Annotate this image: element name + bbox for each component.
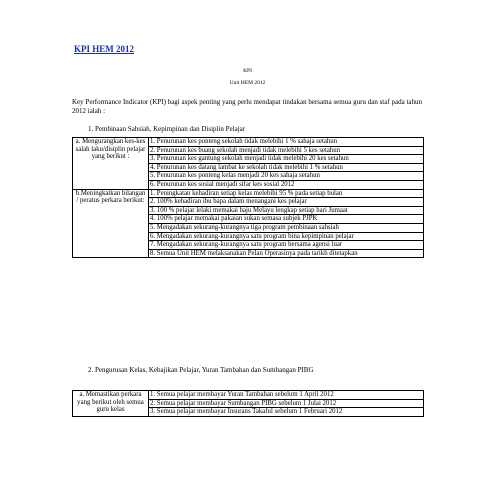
section-2-table: [72, 390, 424, 417]
table-row: [73, 391, 424, 400]
table-cell: 3. 100 % pelajar lelaki memakai baju Melayu lengkap setiap hari Jumaat: [149, 206, 424, 215]
document-heading[interactable]: KPI HEM 2012: [74, 44, 134, 54]
table-row: [73, 189, 424, 198]
table-cell: 4. 100% pelajar memakai pakaian sukan semasa subjek PJPK: [149, 215, 424, 224]
section-2-title: 2. Pengurusan Kelas, Kebajikan Pelajar, Yuran Tambahan dan Sumbangan PIBG: [88, 366, 314, 374]
table-row: [73, 138, 424, 147]
group-label-b: b.Meningkatkan bilangan / peratus perkara berikut:: [73, 189, 149, 258]
table-cell: 8. Semua Unit HEM melaksanakan Pelan Operasinya pada tarikh ditetapkan: [149, 249, 424, 258]
table-cell: 2. 100% kehadiran ibu bapa dalam menangani kes pelajar: [149, 198, 424, 207]
table-cell: 1. Penurunan kes ponteng sekolah tidak melebihi 1 % sahaja setahun: [149, 138, 424, 147]
table-cell: 1. Semua pelajar membayar Yuran Tambahan sebelum 1 April 2012: [149, 391, 424, 400]
kpi-label: KPI: [243, 68, 252, 74]
table-cell: 1. Peningkatan kehadiran setiap kelas melebihi 95 % pada setiap bulan: [149, 189, 424, 198]
table-cell: 6. Penurunan kes sosial menjadi sifar kes sosial 2012: [149, 180, 424, 189]
unit-label: Unit HEM 2012: [229, 80, 266, 86]
table-cell: 2. Penurunan kes buang sekolah menjadi tidak melebihi 5 kes setahun: [149, 146, 424, 155]
group-label-a: a. Memastikan perkara yang berikut oleh semua guru kelas: [73, 391, 149, 417]
group-label-a: a. Mengurangkan kes-kes salah laku/disiplin pelajar yang berikut :: [73, 138, 149, 190]
table-cell: 6. Mengadakan sekurang-kurangnya satu program bina kepimpinan pelajar: [149, 232, 424, 241]
table-cell: 4. Penurunan kes datang lambat ke sekolah tidak melebihi 1 % setahun: [149, 163, 424, 172]
table-cell: 3. Semua pelajar membayar Insurans Takaful sebelum 1 Februari 2012: [149, 408, 424, 417]
intro-paragraph: Key Performance Indicator (KPI) bagi aspek penting yang perlu mendapat tindakan bersama semua guru dan staf pada tahun 2012 ialah :: [72, 98, 422, 115]
table-cell: 5. Penurunan kes ponteng kelas menjadi 20 kes sahaja setahun: [149, 172, 424, 181]
section-1-table: [72, 137, 424, 258]
table-cell: 2. Semua pelajar membayar Sumbangan PIBG sebelum 1 Julai 2012: [149, 399, 424, 408]
table-cell: 7. Mengadakan sekurang-kurangnya satu program bersama agensi luar: [149, 241, 424, 250]
section-1-title: 1. Pembinaan Sahsiah, Kepimpinan dan Disiplin Pelajar: [88, 125, 246, 133]
table-cell: 3. Penurunan kes gantung sekolah menjadi tidak melebihi 20 kes setahun: [149, 155, 424, 164]
table-cell: 5. Mengadakan sekurang-kurangnya tiga program pembinaan sahsiah: [149, 223, 424, 232]
